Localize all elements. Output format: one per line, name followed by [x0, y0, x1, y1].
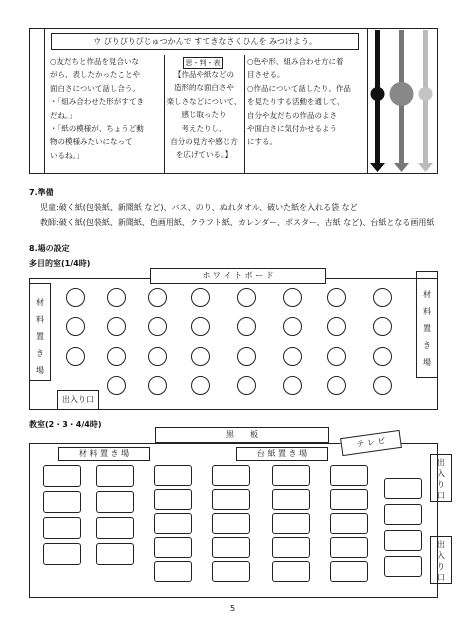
- desk: [154, 513, 192, 534]
- activity-cell: ○友だちと作品を見合いな がら、表したかったことや 面白さについて話し合う。 ・「組み合わせた形がすてき だね。」 ・「紙の模様が、ちょうど動 物の模様みたいになって いるね。」: [50, 57, 144, 160]
- board-stand-area: 台 紙 置 き 場: [236, 447, 328, 461]
- desk: [212, 537, 250, 558]
- seat-circle: [327, 376, 346, 395]
- desk: [212, 465, 250, 486]
- material-area-right: 材 料 置 き 場: [416, 271, 438, 378]
- seat-circle: [327, 288, 346, 307]
- room2-entrance-top: 出 入 り 口: [430, 454, 452, 502]
- page-number: 5: [230, 604, 236, 613]
- evaluation-cell: 【作品や紙などの 造形的な面白さや 楽しさなどについて、 感じ取ったり 考えたりし、 自分の見方や感じ方 を広げている。】: [166, 70, 242, 160]
- seat-circle: [283, 376, 302, 395]
- desk: [272, 513, 310, 534]
- section8-heading: 8.場の設定: [29, 244, 70, 253]
- desk: [43, 491, 81, 513]
- desk: [272, 537, 310, 558]
- desk: [154, 561, 192, 582]
- desk: [272, 561, 310, 582]
- seat-circle: [148, 288, 167, 307]
- material-area: 材 料 置 き 場: [58, 447, 150, 461]
- desk: [212, 489, 250, 510]
- seat-circle: [237, 288, 256, 307]
- seat-circle: [237, 347, 256, 366]
- seat-circle: [191, 317, 210, 336]
- table-left-margin-line: [44, 28, 45, 174]
- desk: [330, 537, 368, 558]
- seat-circle: [237, 376, 256, 395]
- desk: [43, 517, 81, 539]
- seat-circle: [191, 347, 210, 366]
- room1-title: 多目的室(1/4時): [29, 259, 91, 268]
- seat-circle: [107, 317, 126, 336]
- desk: [384, 530, 422, 551]
- desk: [384, 556, 422, 577]
- desk: [154, 465, 192, 486]
- tv: テ レ ビ: [340, 430, 402, 456]
- room2-entrance-bottom: 出 入 り 口: [430, 536, 452, 584]
- seat-circle: [148, 347, 167, 366]
- col-divider-2: [244, 55, 245, 174]
- desk: [43, 543, 81, 565]
- desk: [272, 489, 310, 510]
- children-materials: 児童:破く紙(包装紙、新聞紙 など)、バス、のり、ぬれタオル、破いた紙を入れる袋 など: [40, 203, 358, 212]
- seat-circle: [283, 317, 302, 336]
- desk: [330, 561, 368, 582]
- table-header: ウ ぴりぴりびじゅつかんで すてきなさくひんを みつけよう。: [51, 33, 359, 50]
- seat-circle: [66, 288, 85, 307]
- seat-circle: [237, 317, 256, 336]
- section7-heading: 7.準備: [29, 188, 54, 197]
- desk: [384, 504, 422, 525]
- seat-circle: [283, 288, 302, 307]
- seat-circle: [107, 288, 126, 307]
- room2-title: 教室(2・3・4/4時): [29, 420, 102, 429]
- desk: [212, 561, 250, 582]
- seat-circle: [107, 347, 126, 366]
- col-divider-1: [164, 55, 165, 174]
- material-area-left: 材 料 置 き 場: [29, 283, 51, 381]
- desk: [154, 537, 192, 558]
- evaluation-badge: 思・判・表: [183, 57, 223, 69]
- desk: [96, 491, 134, 513]
- seat-circle: [327, 347, 346, 366]
- seat-circle: [148, 317, 167, 336]
- seat-circle: [66, 317, 85, 336]
- seat-circle: [373, 288, 392, 307]
- seat-circle: [191, 288, 210, 307]
- whiteboard: ホ ワ イ ト ボ ー ド: [150, 268, 326, 284]
- desk: [96, 543, 134, 565]
- support-cell: ○色や形、組み合わせ方に着 目させる。 ○作品について話したり、作品 を見たりする活動を通して、 自分や友だちの作品のよさ や面白さに気付かせるよう にする。: [247, 57, 351, 147]
- seat-circle: [373, 317, 392, 336]
- seat-circle: [327, 317, 346, 336]
- progress-arrows: [368, 28, 438, 174]
- blackboard: 黒 板: [155, 427, 329, 443]
- seat-circle: [107, 376, 126, 395]
- seat-circle: [191, 376, 210, 395]
- desk: [272, 465, 310, 486]
- seat-circle: [373, 347, 392, 366]
- desk: [43, 465, 81, 487]
- seat-circle: [66, 347, 85, 366]
- desk: [384, 478, 422, 499]
- seat-circle: [283, 347, 302, 366]
- desk: [154, 489, 192, 510]
- desk: [330, 465, 368, 486]
- desk: [96, 465, 134, 487]
- teacher-materials: 教師:破く紙(包装紙、新聞紙、色画用紙、クラフト紙、カレンダー、ポスター、古紙 など)、台紙となる画用紙: [40, 218, 435, 227]
- desk: [212, 513, 250, 534]
- room1-entrance: 出入り口: [57, 390, 99, 410]
- seat-circle: [148, 376, 167, 395]
- desk: [96, 517, 134, 539]
- seat-circle: [373, 376, 392, 395]
- desk: [330, 489, 368, 510]
- desk: [330, 513, 368, 534]
